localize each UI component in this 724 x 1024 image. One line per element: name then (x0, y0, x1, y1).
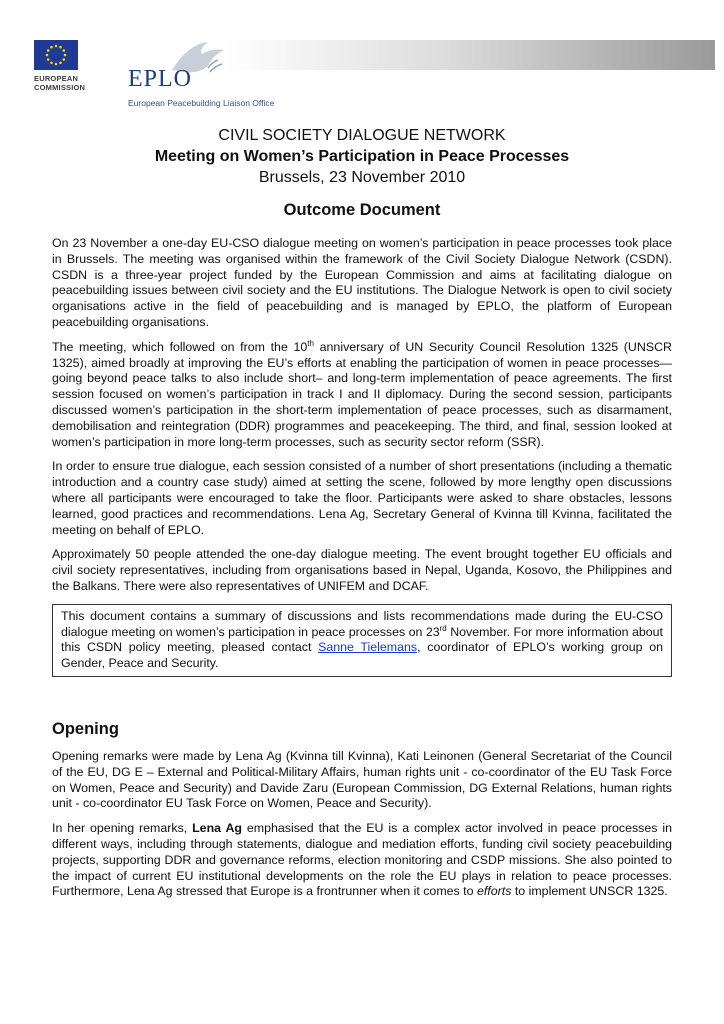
superscript: th (307, 338, 314, 348)
text-span: , coordinator of EPLO’s working group on Gender, Peace and Security. (61, 640, 663, 671)
text-span: In her opening remarks, (52, 821, 193, 836)
meeting-place-date: Brussels, 23 November 2010 (258, 169, 466, 186)
eu-star (55, 45, 58, 48)
section-heading-opening: Opening (52, 719, 119, 738)
page-header (0, 0, 724, 110)
text-span: This document contains a summary of discussions and lists recommendations made during the EU-CSO dialogue meeting on women’s participation in peace processes on 23 (61, 608, 663, 639)
contact-link[interactable]: Sanne Tielemans (318, 640, 418, 655)
meeting-scope-paragraph (52, 340, 672, 451)
eu-star (59, 61, 62, 64)
eu-star (47, 58, 50, 61)
document-body (52, 236, 672, 909)
eu-star (62, 49, 65, 52)
eu-star (62, 58, 65, 61)
intro-paragraph: On 23 November a one-day EU-CSO dialogue meeting on women’s participation in peace processes took place in Brussels. The meeting was organised within the framework of the Civil Society Dialogue Network (CSDN). CSDN is a three-year project funded by the European Commission and aims at facilitating dialogue on peacebuilding issues between civil society and the EU institutions. The Dialogue Network is open to civil society organisations active in the field of peacebuilding and is managed by EPLO, the platform of European peacebuilding organisations. (52, 236, 672, 329)
summary-notice-box (52, 604, 672, 677)
eu-star (64, 54, 67, 57)
superscript: rd (439, 623, 447, 633)
eu-star (46, 54, 49, 57)
eplo-logo (128, 40, 338, 108)
meeting-title: Meeting on Women’s Participation in Peace Processes (154, 148, 570, 165)
eplo-wordmark: EPLO (128, 66, 192, 92)
attendance-paragraph: Approximately 50 people attended the one-day dialogue meeting. The event brought together EU officials and civil society representatives, including from organisations based in Nepal, Uganda, Kosovo, the Philippines and the Balkans. There were also representatives of UNIFEM and DCAF. (52, 547, 672, 593)
speaker-name: Lena Ag (192, 821, 242, 836)
text-span: The meeting, which followed on from the 10 (52, 339, 308, 354)
eu-star (50, 61, 53, 64)
ec-logo-text: EUROPEAN COMMISSION (34, 74, 86, 92)
eu-star (59, 46, 62, 49)
document-title-block (40, 125, 684, 221)
eu-flag-icon (34, 40, 78, 70)
lena-ag-paragraph (52, 821, 672, 900)
eu-star (55, 63, 58, 66)
eu-star (47, 49, 50, 52)
text-span: to implement UNSCR 1325. (511, 884, 668, 899)
eu-star (50, 46, 53, 49)
opening-remarks-paragraph: Opening remarks were made by Lena Ag (Kvinna till Kvinna), Kati Leinonen (General Secretariat of the Council of the EU, DG E – External and Political-Military Affairs, human rights unit - co-coordinator of the EU Task Force on Women, Peace and Security) and Davide Zaru (European Commission, DG External Relations, human rights unit - co-coordinator EU Task Force on Women, Peace and Security). (52, 748, 672, 811)
network-title: CIVIL SOCIETY DIALOGUE NETWORK (218, 127, 506, 144)
text-span: anniversary of UN Security Council Resolution 1325 (UNSCR 1325), aimed broadly at improving the EU’s efforts at enabling the participation of women in peace processes—going beyond peace talks to also include short– and long-term implementation of peace agreements. The first session focused on women’s participation in track I and II diplomacy. During the second session, participants discussed women’s participation in the short-term implementation of peace processes, such as disarmament, demobilisation and reintegration (DDR) programmes and peacekeeping. The third, and final, session looked at women’s participation in more long-term processes, such as security sector reform (SSR). (52, 339, 672, 449)
text-span: November. For more information about this CSDN policy meeting, pleased contact (61, 624, 663, 655)
text-span: emphasised that the EU is a complex actor involved in peace processes in different ways, including through statements, dialogue and mediation efforts, funding civil society peacebuilding projects, supporting DDR and governance reforms, election monitoring and CSDP missions. She also pointed to the impact of current EU institutional developments on the role the EU plays in relation to peace processes. Furthermore, Lena Ag stressed that Europe is a frontrunner when it comes to (52, 821, 672, 899)
european-commission-logo (34, 40, 124, 100)
emphasis-text: efforts (476, 884, 512, 899)
document-type-title: Outcome Document (283, 201, 441, 219)
summary-notice-text (61, 609, 663, 672)
dialogue-format-paragraph: In order to ensure true dialogue, each session consisted of a number of short presentations (including a thematic introduction and a country case study) aimed at setting the scene, followed by more lengthy open discussions where all participants were encouraged to take the floor. Participants were asked to share obstacles, lessons learned, good practices and recommendations. Lena Ag, Secretary General of Kvinna till Kvinna, facilitated the meeting on behalf of EPLO. (52, 459, 672, 537)
eplo-subtitle: European Peacebuilding Liaison Office (128, 98, 275, 108)
